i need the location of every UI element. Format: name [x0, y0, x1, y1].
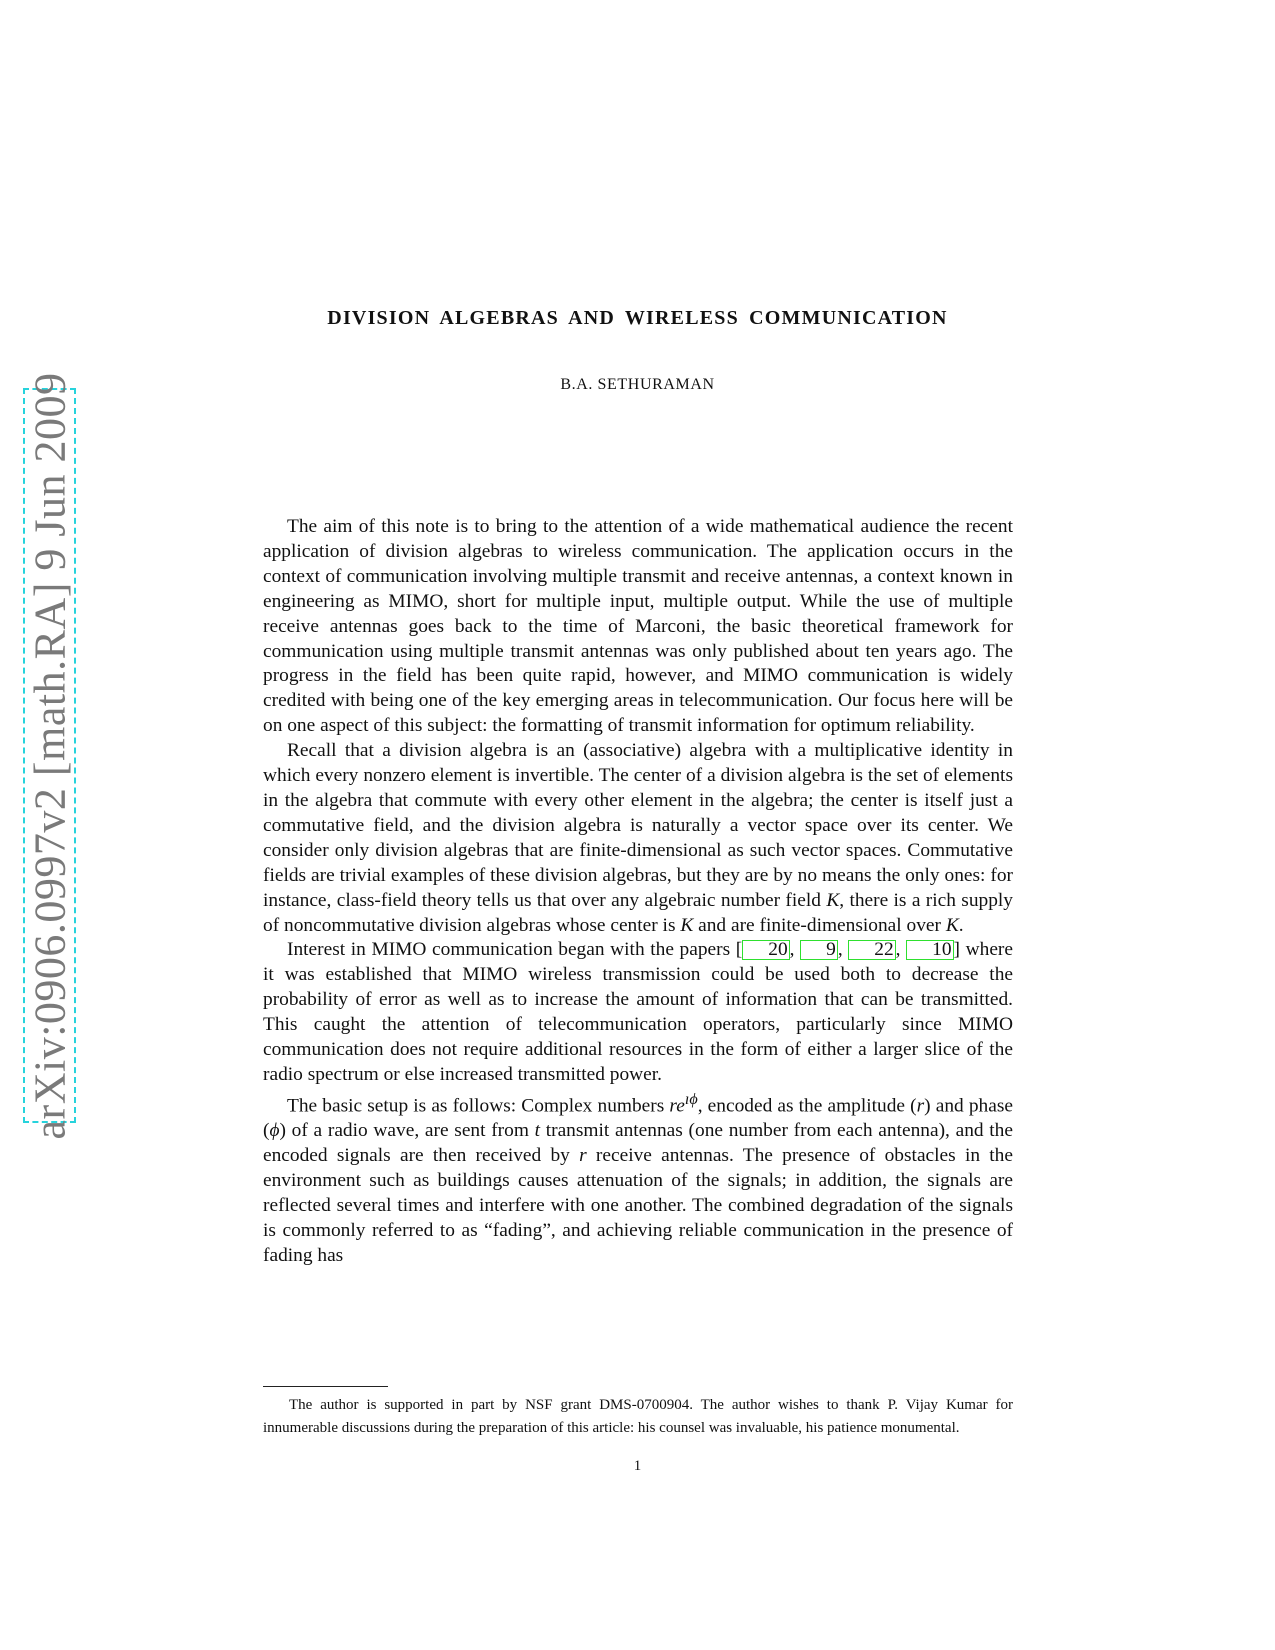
paper-title: DIVISION ALGEBRAS AND WIRELESS COMMUNICATION: [327, 307, 948, 329]
paragraph-3-text-a: Interest in MIMO communication began with the papers: [287, 939, 736, 961]
footnote-divider: [263, 1386, 388, 1387]
citation-separator: ,: [789, 939, 801, 961]
math-re: re: [669, 1095, 685, 1117]
math-exponent-text: ıϕ: [684, 1090, 698, 1108]
paragraph-2-text-c: and are finite-dimensional over: [693, 914, 946, 936]
paragraph-2-text-d: .: [958, 914, 964, 936]
paragraph-3: [263, 938, 1013, 1087]
paragraph-1: The aim of this note is to bring to the attention of a wide mathematical audience the recent application of division algebras to wireless communication. The application occurs in the context of communication involving multiple transmit and receive antennas, a context known in engineering as MIMO, short for multiple input, multiple output. While the use of multiple receive antennas goes back to the time of Marconi, the basic theoretical framework for communication using multiple transmit antennas was only published about ten years ago. The progress in the field has been quite rapid, however, and MIMO communication is widely credited with being one of the key emerging areas in telecommunication. Our focus here will be on one aspect of this subject: the formatting of transmit information for optimum reliability.: [263, 516, 1013, 737]
paragraph-2-text-a: Recall that a division algebra is an (associative) algebra with a multiplicative identity in which every nonzero element is invertible. The center of a division algebra is the set of elements in the algebra that commute with every other element in the algebra; the center is itself just a commutative field, and the division algebra is naturally a vector space over its center. We consider only division algebras that are finite-dimensional as such vector spaces. Commutative fields are trivial examples of these division algebras, but they are by no means the only ones: for instance, class-field theory tells us that over any algebraic number field: [263, 740, 1013, 911]
math-k: K: [680, 914, 694, 936]
footnote: The author is supported in part by NSF grant DMS-0700904. The author wishes to thank P. Vijay Kumar for innumerable discussions during the preparation of this article: his counsel was invaluable, his patience monumental.: [263, 1397, 1013, 1436]
math-k: K: [826, 889, 840, 911]
paragraph-4-text-f: receive antennas. The presence of obstacles in the environment such as buildings causes attenuation of the signals; in addition, the signals are reflected several times and interfere with one another. The combined degradation of the signals is commonly referred to as “fading”, and achieving reliable communication in the presence of fading has: [263, 1145, 1013, 1266]
math-k: K: [945, 914, 959, 936]
math-phi: ϕ: [269, 1120, 280, 1142]
body-text: [263, 515, 1013, 1269]
paragraph-4-text-d: ) of a radio wave, are sent from: [279, 1120, 535, 1142]
paragraph-4-text-e: transmit antennas (one number from each antenna), and the encoded signals are then received by: [263, 1120, 1013, 1167]
math-r: r: [579, 1145, 587, 1167]
paragraph-4-text-c: ) and phase (: [263, 1095, 1013, 1142]
citation-link-9[interactable]: 9: [800, 940, 838, 960]
citation-close-bracket: ]: [953, 939, 960, 961]
page-number: 1: [633, 1458, 642, 1474]
citation-separator: ,: [895, 939, 907, 961]
math-r: r: [916, 1095, 925, 1117]
citation-link-20[interactable]: 20: [742, 940, 789, 960]
citation-link-10[interactable]: 10: [906, 940, 953, 960]
paragraph-2: [263, 739, 1013, 938]
citation-link-22[interactable]: 22: [848, 940, 895, 960]
arxiv-identifier-stamp: [23, 372, 76, 1139]
math-exponent: [685, 1091, 698, 1108]
paragraph-4: [263, 1088, 1013, 1269]
paragraph-4-text-b: , encoded as the amplitude (: [697, 1095, 917, 1117]
paragraph-3-text-b: where it was established that MIMO wireless transmission could be used both to decrease the probability of error as well as to increase the amount of information that can be transmitted. This caught the attention of telecommunication operators, particularly since MIMO communication does not require additional resources in the form of either a larger slice of the radio spectrum or else increased transmitted power.: [263, 939, 1013, 1085]
citation-separator: ,: [837, 939, 849, 961]
math-t: t: [534, 1120, 541, 1142]
paper-author: B.A. SETHURAMAN: [560, 376, 715, 393]
citation-open-bracket: [: [735, 939, 743, 961]
paragraph-2-text-b: , there is a rich supply of noncommutative division algebras whose center is: [263, 889, 1013, 936]
paragraph-4-text-a: The basic setup is as follows: Complex numbers: [287, 1095, 670, 1117]
arxiv-identifier-text: arXiv:0906.0997v2 [math.RA] 9 Jun 2009: [25, 372, 74, 1139]
